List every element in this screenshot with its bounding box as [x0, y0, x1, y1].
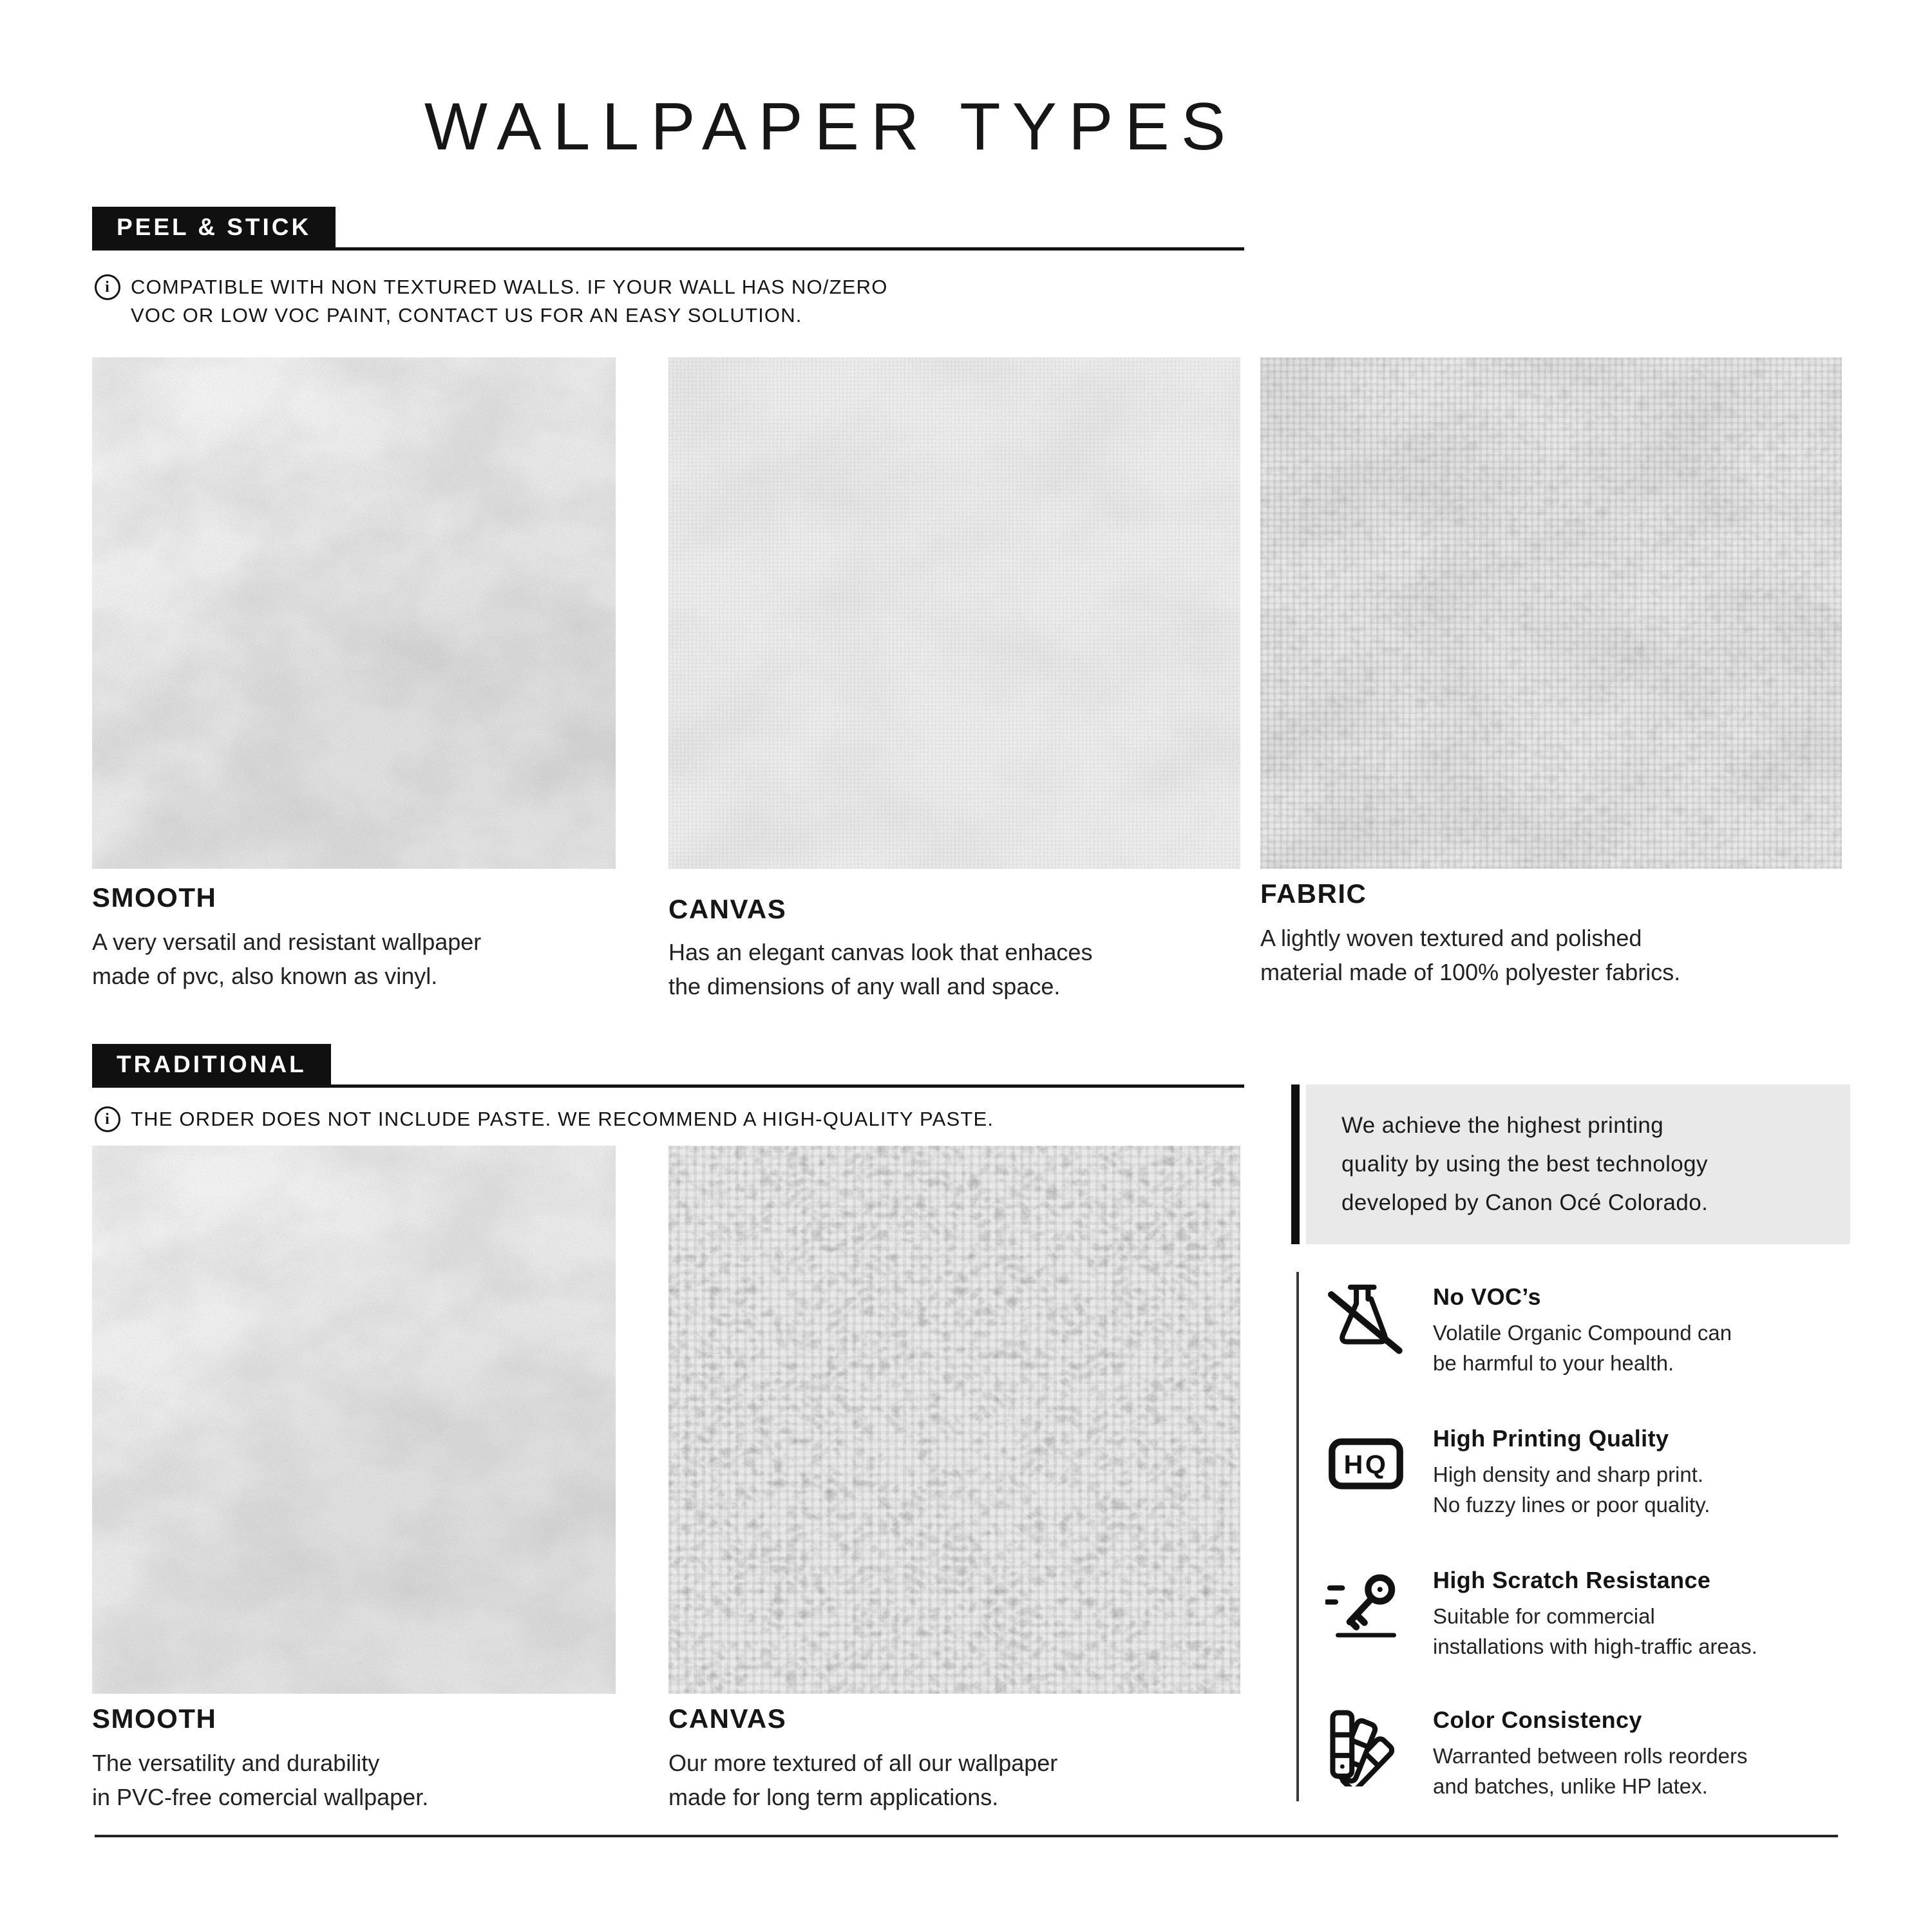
- feature-desc-line: Volatile Organic Compound can: [1433, 1321, 1732, 1345]
- type-desc-traditional-canvas: [668, 1746, 1057, 1814]
- texture-sample-traditional-smooth: [92, 1146, 616, 1694]
- type-name-peel-fabric: FABRIC: [1260, 878, 1367, 909]
- color-swatches-icon: [1325, 1705, 1406, 1786]
- bottom-divider-line: [95, 1835, 1838, 1837]
- feature-desc: [1433, 1741, 1748, 1801]
- feature-desc-line: and batches, unlike HP latex.: [1433, 1774, 1708, 1798]
- info-icon: i: [95, 274, 120, 300]
- feature-desc-line: Warranted between rolls reorders: [1433, 1744, 1748, 1768]
- quality-box-accent-bar: [1291, 1084, 1300, 1244]
- feature-desc: [1433, 1459, 1710, 1520]
- type-desc-line: The versatility and durability: [92, 1750, 380, 1776]
- quality-box-line2: quality by using the best technology: [1341, 1151, 1708, 1177]
- feature-desc-line: No fuzzy lines or poor quality.: [1433, 1493, 1710, 1517]
- quality-box: [1306, 1084, 1850, 1244]
- feature-title: High Scratch Resistance: [1433, 1567, 1711, 1593]
- feature-desc: [1433, 1601, 1757, 1662]
- feature-icon-box: [1325, 1423, 1406, 1508]
- key-scratch-icon: [1325, 1564, 1406, 1645]
- feature-desc: [1433, 1318, 1732, 1378]
- feature-desc-line: High density and sharp print.: [1433, 1463, 1704, 1486]
- type-desc-traditional-smooth: [92, 1746, 428, 1814]
- page-title: WALLPAPER TYPES: [424, 90, 1238, 164]
- features-divider-line: [1296, 1272, 1299, 1801]
- feature-desc-line: be harmful to your health.: [1433, 1351, 1674, 1375]
- type-name-traditional-smooth: SMOOTH: [92, 1703, 217, 1734]
- peel-stick-note: [95, 273, 888, 330]
- no-voc-flask-icon: [1325, 1278, 1406, 1359]
- type-desc-line: Has an elegant canvas look that enhaces: [668, 939, 1093, 965]
- type-desc-line: A very versatil and resistant wallpaper: [92, 929, 482, 955]
- feature-title: Color Consistency: [1433, 1707, 1642, 1733]
- feature-icon-box: [1325, 1564, 1406, 1648]
- type-desc-line: made for long term applications.: [668, 1784, 999, 1810]
- traditional-note-line: THE ORDER DOES NOT INCLUDE PASTE. WE RECOMMEND A HIGH-QUALITY PASTE.: [131, 1108, 994, 1130]
- section-label-peel-stick: PEEL & STICK: [92, 207, 336, 247]
- type-desc-peel-fabric: [1260, 921, 1680, 989]
- texture-sample-traditional-canvas: [668, 1146, 1240, 1694]
- feature-desc-line: installations with high-traffic areas.: [1433, 1634, 1757, 1658]
- type-desc-line: A lightly woven textured and polished: [1260, 925, 1642, 951]
- peel-note-line2: VOC OR LOW VOC PAINT, CONTACT US FOR AN EASY SOLUTION.: [131, 304, 802, 327]
- type-desc-line: Our more textured of all our wallpaper: [668, 1750, 1058, 1776]
- feature-desc-line: Suitable for commercial: [1433, 1604, 1655, 1628]
- feature-icon-box: [1325, 1705, 1406, 1790]
- feature-title: High Printing Quality: [1433, 1425, 1669, 1452]
- quality-box-line3: developed by Canon Océ Colorado.: [1341, 1190, 1709, 1215]
- hq-badge-icon: [1325, 1423, 1406, 1504]
- texture-sample-peel-fabric: [1260, 357, 1842, 869]
- section-header-peel-stick: [92, 207, 1244, 251]
- feature-icon-box: [1325, 1278, 1406, 1363]
- type-desc-peel-smooth: [92, 925, 481, 993]
- type-desc-peel-canvas: [668, 935, 1092, 1003]
- type-name-traditional-canvas: CANVAS: [668, 1703, 787, 1734]
- type-desc-line: the dimensions of any wall and space.: [668, 973, 1061, 999]
- type-desc-line: made of pvc, also known as vinyl.: [92, 963, 438, 989]
- type-name-peel-canvas: CANVAS: [668, 894, 787, 924]
- texture-sample-peel-canvas: [668, 357, 1240, 869]
- info-icon: i: [95, 1106, 120, 1132]
- texture-sample-peel-smooth: [92, 357, 616, 869]
- svg-text:HQ: HQ: [1343, 1449, 1388, 1479]
- type-name-peel-smooth: SMOOTH: [92, 882, 217, 913]
- type-desc-line: in PVC-free comercial wallpaper.: [92, 1784, 429, 1810]
- peel-note-line1: COMPATIBLE WITH NON TEXTURED WALLS. IF YOUR WALL HAS NO/ZERO: [131, 276, 888, 298]
- section-label-traditional: TRADITIONAL: [92, 1044, 331, 1084]
- section-header-traditional: [92, 1044, 1244, 1088]
- type-desc-line: material made of 100% polyester fabrics.: [1260, 959, 1681, 985]
- traditional-note: [95, 1105, 994, 1133]
- feature-title: No VOC’s: [1433, 1283, 1541, 1310]
- quality-box-line1: We achieve the highest printing: [1341, 1113, 1664, 1138]
